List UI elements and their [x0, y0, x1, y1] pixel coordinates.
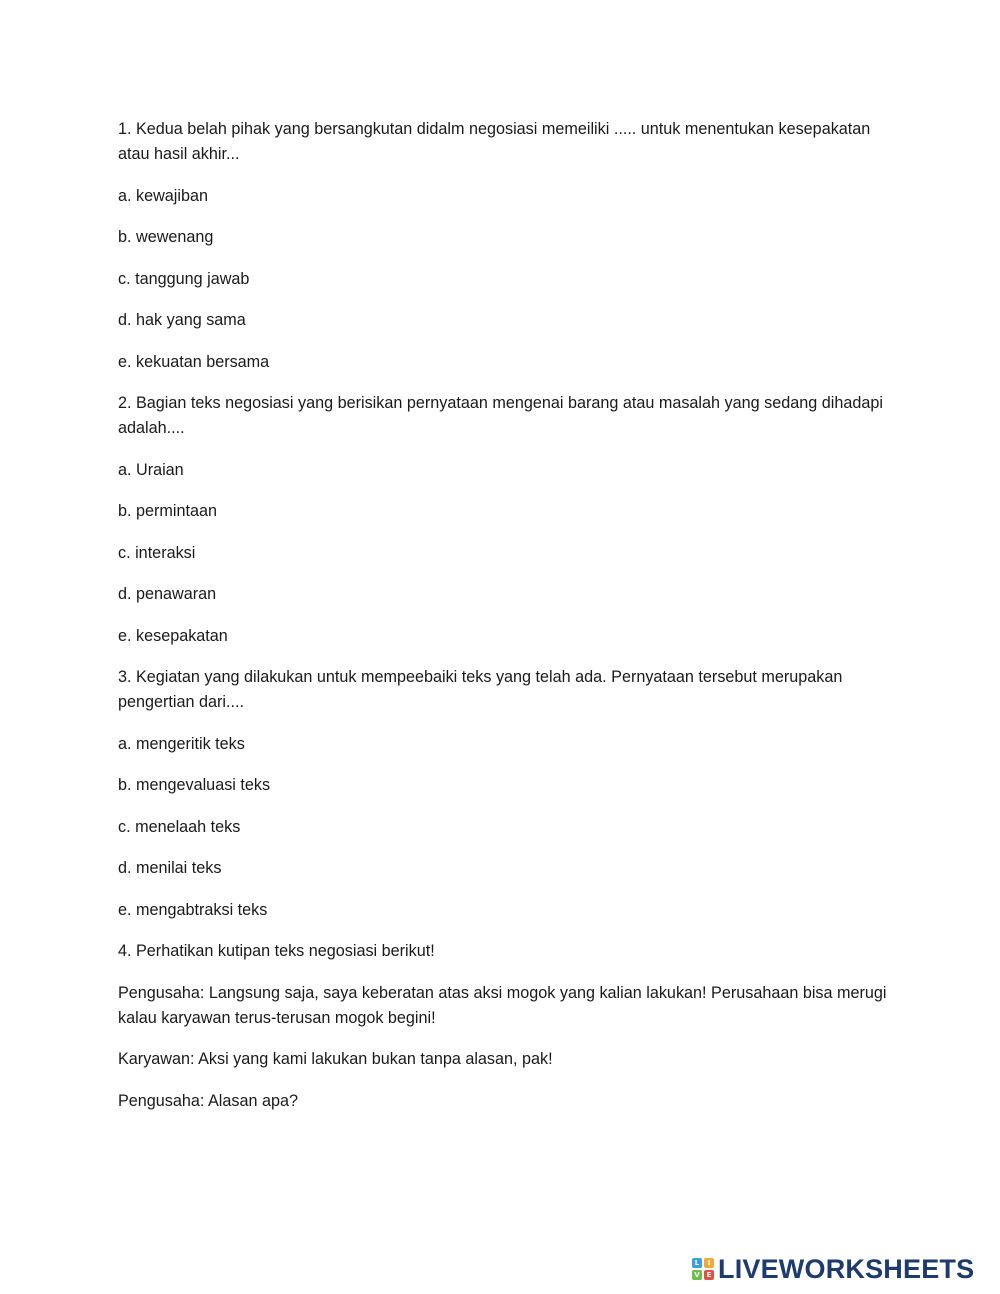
option-2c: c. interaksi [118, 543, 196, 562]
question-3: 3. Kegiatan yang dilakukan untuk mempeebaiki teks yang telah ada. Pernyataan tersebut merupakan pengertian dari.... [118, 668, 843, 711]
logo-mark-cell: E [704, 1270, 714, 1280]
option-2a: a. Uraian [118, 460, 184, 479]
option-1b: b. wewenang [118, 228, 214, 246]
option-3a: a. mengeritik teks [118, 734, 245, 753]
liveworksheets-mark-icon [692, 1258, 714, 1280]
question-1: 1. Kedua belah pihak yang bersangkutan didalm negosiasi memeiliki ..... untuk menentukan kesepakatan atau hasil akhir... [118, 120, 871, 163]
option-3b: b. mengevaluasi teks [118, 776, 271, 794]
option-2b: b. permintaan [118, 502, 217, 520]
logo-text: LIVEWORKSHEETS [718, 1253, 975, 1284]
logo-mark-cell: V [692, 1270, 702, 1280]
dialogue-line-2: Karyawan: Aksi yang kami lakukan bukan tanpa alasan, pak! [118, 1050, 553, 1068]
option-2d: d. penawaran [118, 585, 217, 603]
option-1d: d. hak yang sama [118, 311, 246, 329]
logo-mark-cell: L [692, 1258, 702, 1268]
liveworksheets-logo [692, 1253, 974, 1285]
option-1a: a. kewajiban [118, 186, 208, 205]
question-2: 2. Bagian teks negosiasi yang berisikan pernyataan mengenai barang atau masalah yang sedang dihadapi adalah.... [118, 394, 883, 437]
dialogue-line-1: Pengusaha: Langsung saja, saya keberatan atas aksi mogok yang kalian lakukan! Perusahaan bisa merugi kalau karyawan terus-terusan mogok begini! [118, 983, 887, 1027]
option-1e: e. kekuatan bersama [118, 352, 270, 371]
option-3e: e. mengabtraksi teks [118, 900, 268, 919]
logo-mark-cell: I [704, 1258, 714, 1268]
dialogue-line-3: Pengusaha: Alasan apa? [118, 1091, 299, 1110]
option-3c: c. menelaah teks [118, 817, 241, 836]
option-3d: d. menilai teks [118, 859, 222, 877]
worksheet-content [118, 117, 888, 1130]
option-2e: e. kesepakatan [118, 626, 228, 645]
question-4: 4. Perhatikan kutipan teks negosiasi berikut! [118, 942, 435, 960]
option-1c: c. tanggung jawab [118, 269, 250, 288]
